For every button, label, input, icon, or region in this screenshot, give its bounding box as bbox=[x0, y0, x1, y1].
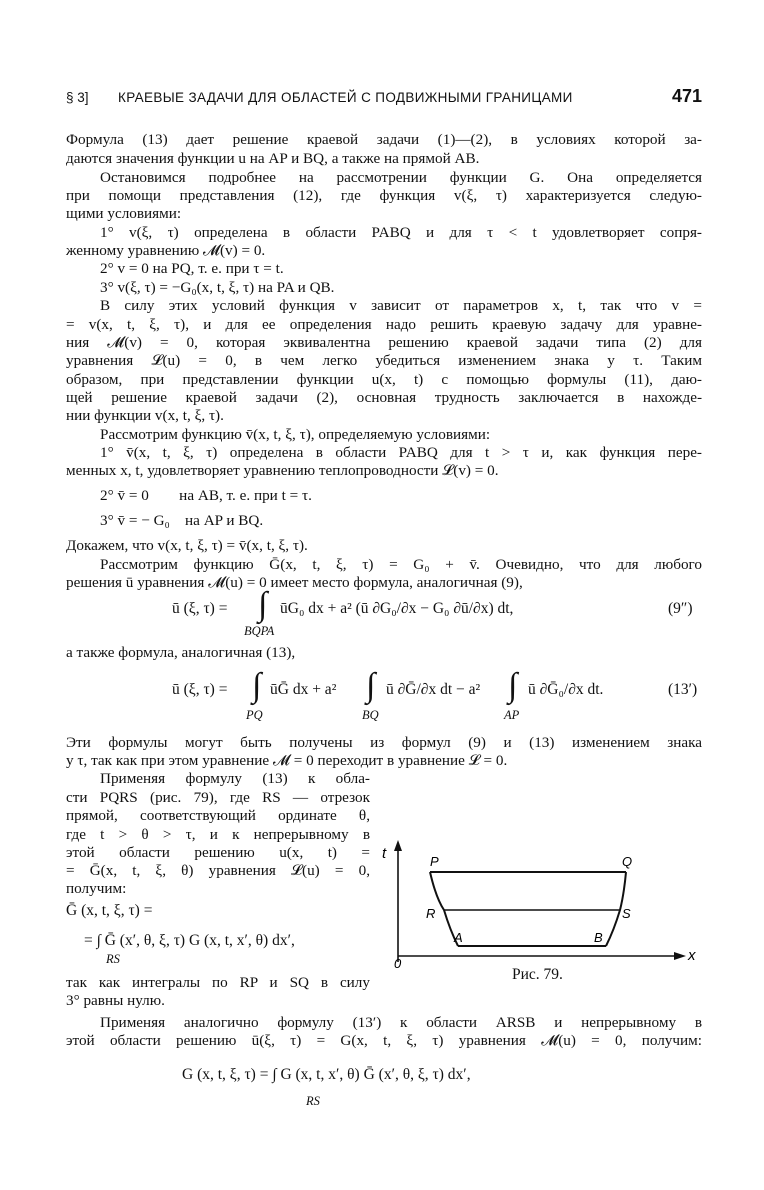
eqG1-rhs: = ∫ Ḡ (x′, θ, ξ, τ) G (x, t, x′, θ) dx′, bbox=[84, 932, 295, 949]
text-line: В силу этих условий функция v зависит от параметров x, t, так что v = bbox=[100, 297, 702, 314]
text-line: при помощи представления (12), где функция v(ξ, τ) характеризуется следую- bbox=[66, 187, 702, 204]
text-line: прямой, соответствующий ординате θ, bbox=[66, 807, 370, 824]
running-header bbox=[66, 86, 702, 110]
text-line: где t > θ > τ, и к непрерывному в bbox=[66, 826, 370, 843]
t-axis-arrow bbox=[394, 840, 402, 851]
text-line: сти PQRS (рис. 79), где RS — отрезок bbox=[66, 789, 370, 806]
text-line: у τ, так как при этом уравнение 𝓜 = 0 переходит в уравнение 𝓛 = 0. bbox=[66, 752, 508, 769]
eq9-domain: BQPA bbox=[244, 624, 275, 638]
text-line: Формула (13) дает решение краевой задачи (1)—(2), в условиях которой за- bbox=[66, 131, 702, 148]
eq13-term1: ūḠ dx + a² bbox=[270, 681, 337, 698]
text-line: 1° v(ξ, τ) определена в области PABQ и для τ < t удовлетворяет сопря- bbox=[100, 224, 702, 241]
integral-sign: ∫ bbox=[366, 667, 376, 704]
text-line: щей решение краевой задачи (2), основная трудность заключается в нахожде- bbox=[66, 389, 702, 406]
eq13-domain-1: PQ bbox=[246, 708, 263, 722]
text-line: = v(x, t, ξ, τ), и для ее определения надо решить краевую задачу для уравне- bbox=[66, 316, 702, 333]
integral-sign: ∫ bbox=[508, 667, 518, 704]
text-line: 1° v̄(x, t, ξ, τ) определена в области PABQ для t > τ и, как функция пере- bbox=[100, 444, 702, 461]
text-line: Применяя формулу (13) к обла- bbox=[100, 770, 370, 787]
text-line: этой области решению ū(ξ, τ) = G(x, t, ξ, τ) уравнения 𝓜(u) = 0, получим: bbox=[66, 1032, 702, 1049]
label-S: S bbox=[622, 906, 631, 921]
label-B: B bbox=[594, 930, 603, 945]
eq13-domain-3: AP bbox=[504, 708, 520, 722]
text-line: образом, при представлении функции u(x, t) с помощью формулы (11), даю- bbox=[66, 371, 702, 388]
page-number: 471 bbox=[671, 86, 702, 106]
label-origin: 0 bbox=[394, 956, 402, 968]
text-line: решения ū уравнения 𝓜(u) = 0 имеет место формула, аналогичная (9), bbox=[66, 574, 523, 591]
eq13-tag: (13′) bbox=[668, 681, 698, 698]
eq13-term2: ū ∂Ḡ/∂x dt − a² bbox=[386, 681, 481, 698]
figure-79 bbox=[382, 838, 702, 968]
text-line: нии функции v(x, t, ξ, τ). bbox=[66, 407, 224, 424]
text-line: 2° v̄ = 0 на AB, т. е. при t = τ. bbox=[100, 487, 312, 504]
label-R: R bbox=[426, 906, 436, 921]
text-line: так как интегралы по RP и SQ в силу bbox=[66, 974, 370, 991]
text-line: получим: bbox=[66, 880, 127, 897]
text-line: 3° v(ξ, τ) = −G₀(x, t, ξ, τ) на PA и QB. bbox=[100, 279, 335, 296]
section-number: § 3] bbox=[66, 90, 89, 105]
chapter-title: КРАЕВЫЕ ЗАДАЧИ ДЛЯ ОБЛАСТЕЙ С ПОДВИЖНЫМИ ГРАНИЦАМИ bbox=[118, 90, 573, 105]
eq13-lhs: ū (ξ, τ) = bbox=[172, 681, 228, 698]
text-line: а также формула, аналогичная (13), bbox=[66, 644, 296, 661]
text-line: менных x, t, удовлетворяет уравнению теплопроводности 𝓛(v) = 0. bbox=[66, 462, 499, 479]
eq13-domain-2: BQ bbox=[362, 708, 379, 722]
text-line: Рассмотрим функцию v̄(x, t, ξ, τ), определяемую условиями: bbox=[100, 426, 491, 443]
text-line: = Ḡ(x, t, ξ, θ) уравнения 𝓛(u) = 0, bbox=[66, 862, 370, 879]
text-line: 3° равны нулю. bbox=[66, 992, 165, 1009]
text-line: этой области решению u(x, t) = bbox=[66, 844, 370, 861]
label-Q: Q bbox=[622, 854, 633, 869]
text-line: женному уравнению 𝓜(v) = 0. bbox=[66, 242, 266, 259]
text-line: 2° v = 0 на PQ, т. е. при τ = t. bbox=[100, 260, 284, 277]
eq13-term3: ū ∂Ḡ₀/∂x dt. bbox=[528, 681, 604, 698]
eq9-body: ūG₀ dx + a² (ū ∂G₀/∂x − G₀ ∂ū/∂x) dt, bbox=[280, 600, 514, 617]
label-t: t bbox=[382, 845, 387, 862]
figure-caption: Рис. 79. bbox=[512, 966, 563, 983]
label-x: x bbox=[688, 947, 696, 964]
text-line: уравнения 𝓛(u) = 0, в чем легко убедиться изменением знака у τ. Таким bbox=[66, 352, 702, 369]
text-line: 3° v̄ = − G₀ на AP и BQ. bbox=[100, 512, 264, 529]
text-line: ния 𝓜(v) = 0, которая эквивалентна решению краевой задачи типа (2) для bbox=[66, 334, 702, 351]
eq9-lhs: ū (ξ, τ) = bbox=[172, 600, 228, 617]
text-line: щими условиями: bbox=[66, 205, 182, 222]
text-line: Остановимся подробнее на рассмотрении функции G. Она определяется bbox=[100, 169, 702, 186]
label-P: P bbox=[430, 854, 439, 869]
text-line: Рассмотрим функцию Ḡ(x, t, ξ, τ) = G₀ + v̄. Очевидно, что для любого bbox=[100, 556, 702, 573]
text-line: даются значения функции u на AP и BQ, а также на прямой AB. bbox=[66, 150, 480, 167]
label-A: A bbox=[454, 930, 463, 945]
text-line: Эти формулы могут быть получены из формул (9) и (13) изменением знака bbox=[66, 734, 702, 751]
eqG2-body: G (x, t, ξ, τ) = ∫ G (x, t, x′, θ) Ḡ (x′, θ, ξ, τ) dx′, bbox=[182, 1066, 471, 1083]
text-line: Применяя аналогично формулу (13′) к области ARSB и непрерывному в bbox=[100, 1014, 702, 1031]
text-line: Докажем, что v(x, t, ξ, τ) = v̄(x, t, ξ, τ). bbox=[66, 537, 308, 554]
integral-sign: ∫ bbox=[252, 667, 262, 704]
eqG1-lhs: Ḡ (x, t, ξ, τ) = bbox=[66, 902, 153, 919]
eq9-tag: (9″) bbox=[668, 600, 693, 617]
integral-sign: ∫ bbox=[258, 586, 268, 623]
eqG2-domain: RS bbox=[306, 1094, 320, 1108]
eqG1-domain: RS bbox=[106, 952, 120, 966]
x-axis-arrow bbox=[674, 952, 686, 960]
